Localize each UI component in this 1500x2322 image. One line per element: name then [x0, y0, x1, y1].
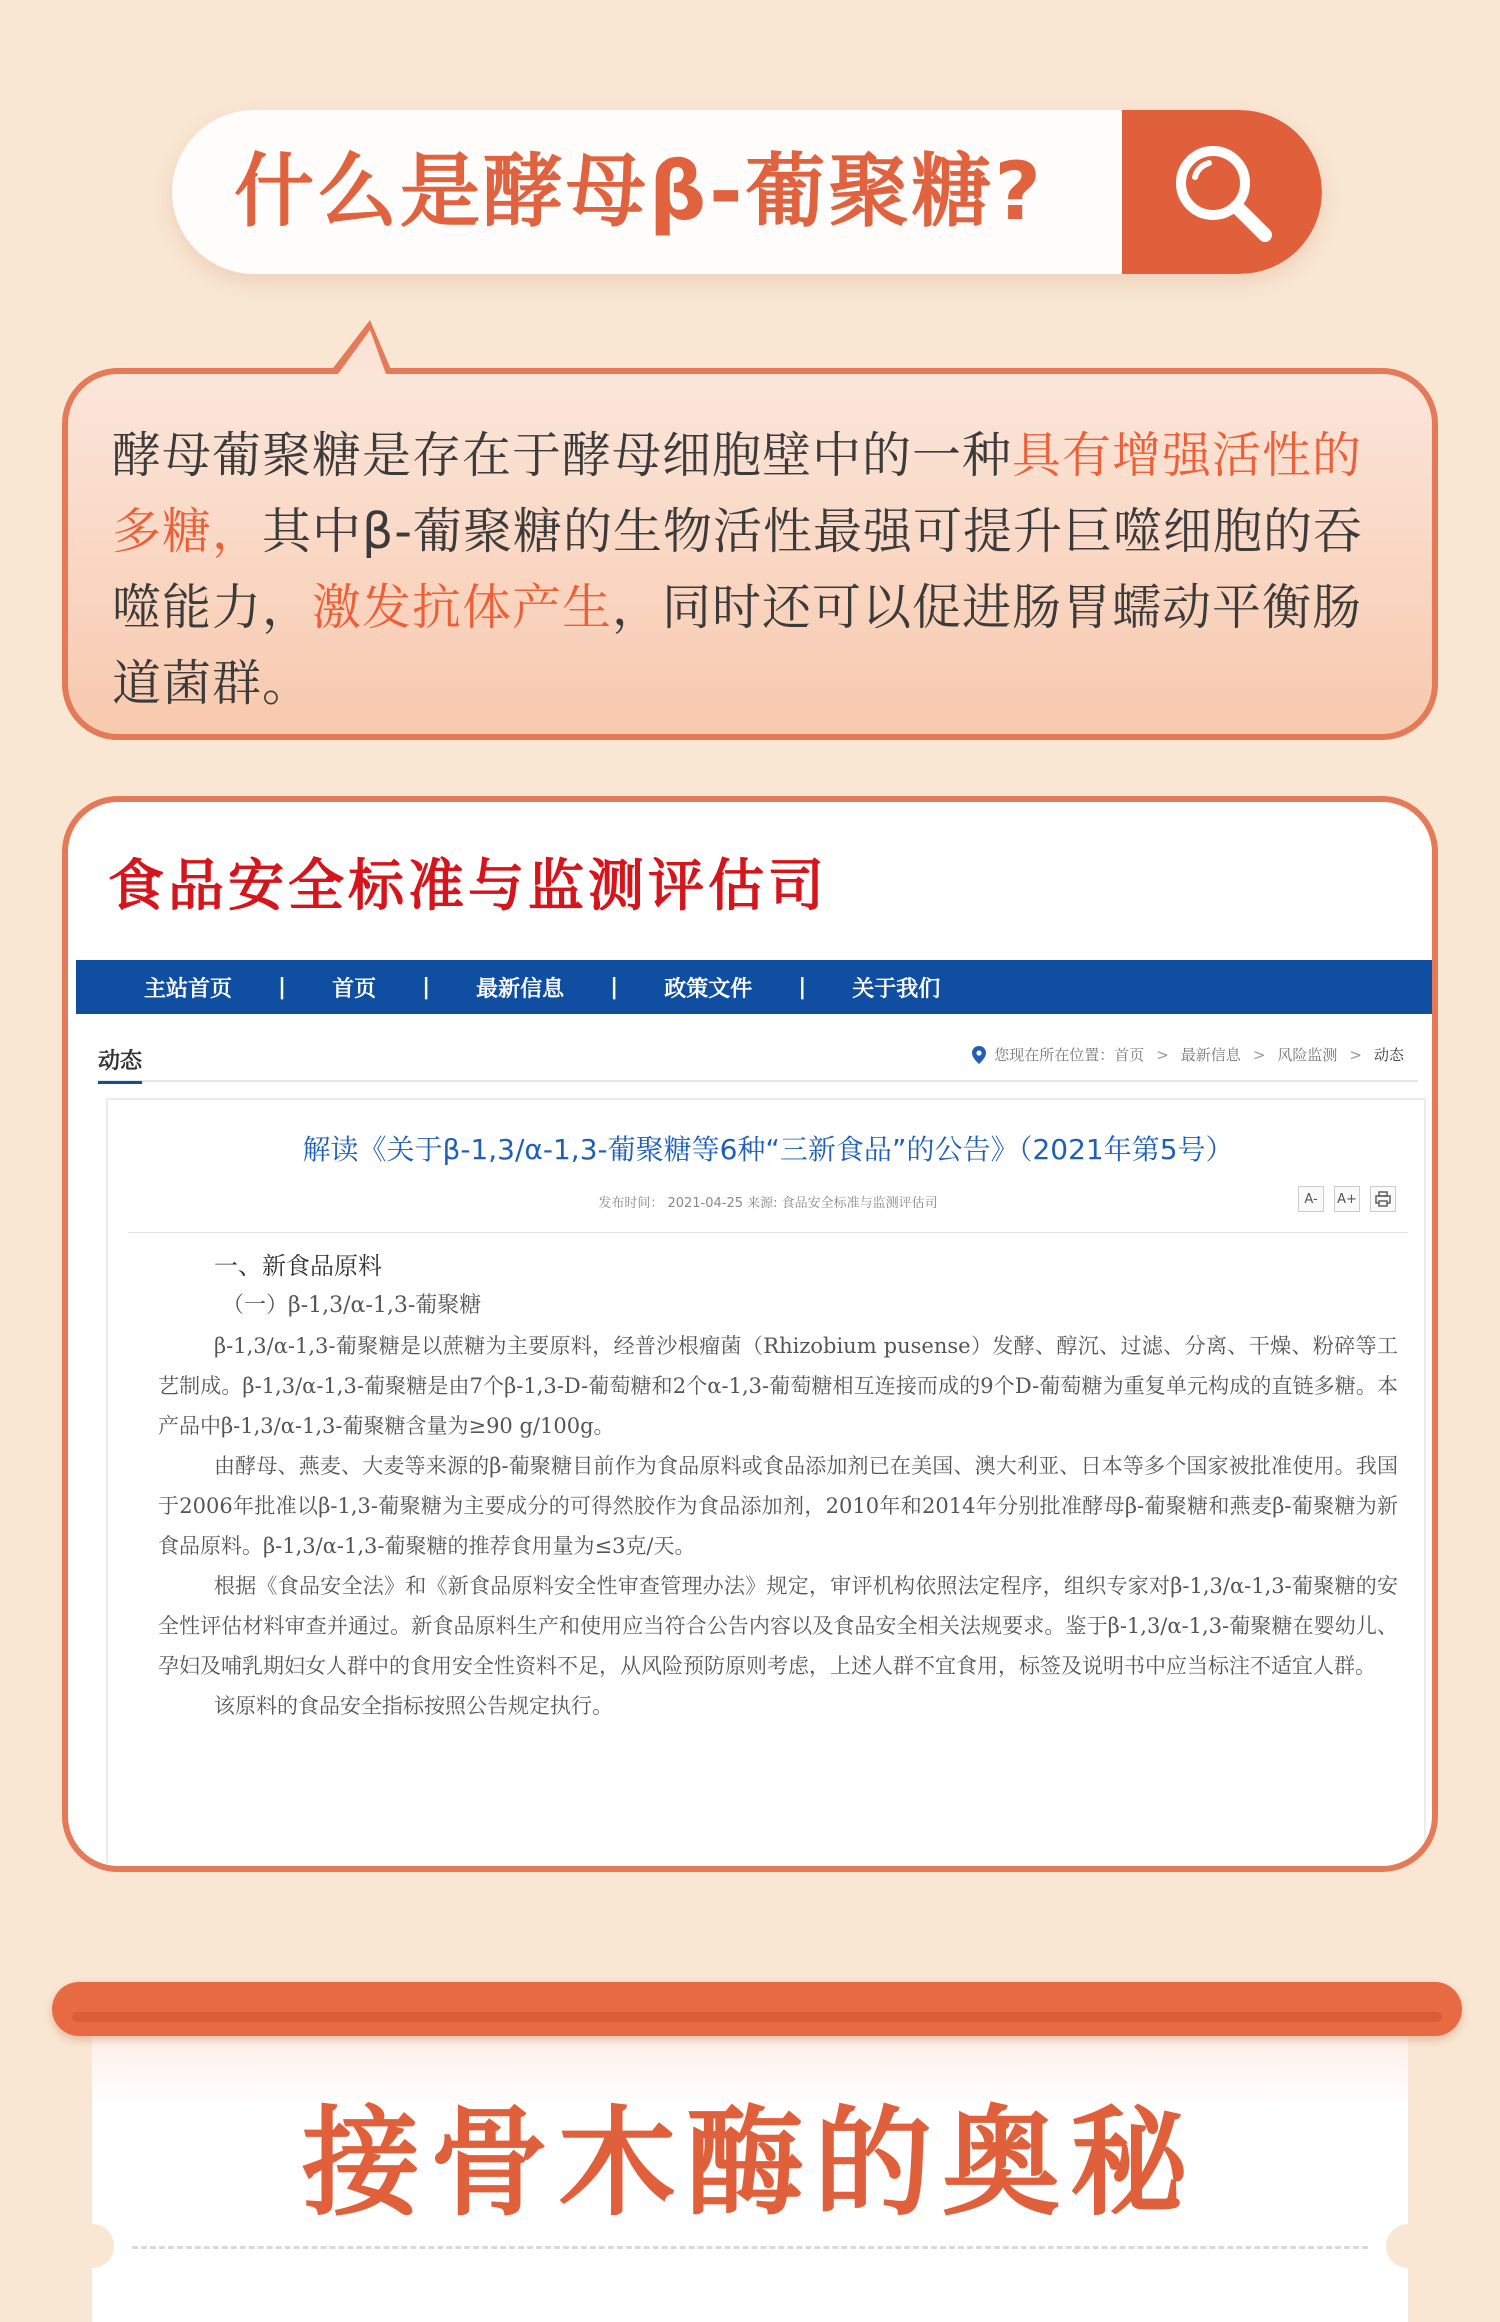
article-paragraph: 根据《食品安全法》和《新食品原料安全性审查管理办法》规定，审评机构依照法定程序，组织专家对β-1,3/α-1,3-葡聚糖的安全性评估材料审查并通过。新食品原料生产和使用应当符合公告内容以及食品安全相关法规要求。鉴于β-1,3/α-1,3-葡聚糖在婴幼儿、孕妇及哺乳期妇女人群中的食用安全性资料不足，从风险预防原则考虑，上述人群不宜食用，标签及说明书中应当标注不适宜人群。	[158, 1574, 1398, 1678]
article-subheading: （一）β-1,3/α-1,3-葡聚糖	[222, 1293, 482, 1318]
intro-text-part: 酵母葡聚糖是存在于酵母细胞壁中的一种	[112, 427, 1013, 484]
article-paragraph: β-1,3/α-1,3-葡聚糖是以蔗糖为主要原料，经普沙根瘤菌（Rhizobium pusense）发酵、醇沉、过滤、分离、干燥、粉碎等工艺制成。β-1,3/α-1,3-葡聚糖是由7个β-1,3-D-葡萄糖和2个α-1,3-葡萄糖相互连接而成的9个D-葡萄糖为重复单元构成的直链多糖。本产品中β-1,3/α-1,3-葡聚糖含量为≥90 g/100g。	[158, 1334, 1398, 1438]
print-icon	[1375, 1191, 1391, 1207]
intro-highlight: 激发抗体产生	[312, 579, 613, 636]
site-nav	[76, 960, 1436, 1014]
nav-separator: |	[422, 974, 431, 1000]
paper-notch-left	[70, 2224, 114, 2268]
intro-highlight: 具有增强活性的多糖，	[112, 427, 1363, 560]
nav-item-policy[interactable]: 政策文件	[664, 976, 753, 1002]
print-button[interactable]	[1370, 1186, 1396, 1212]
section-label: 动态	[98, 1044, 142, 1084]
breadcrumb-separator: >	[1252, 1045, 1266, 1064]
article-heading: 一、新食品原料	[214, 1252, 382, 1280]
nav-item-about[interactable]: 关于我们	[852, 976, 941, 1002]
ribbon-slot	[72, 2012, 1442, 2022]
nav-item-main-home[interactable]: 主站首页	[144, 976, 233, 1002]
intro-bubble	[62, 368, 1438, 740]
site-title: 食品安全标准与监测评估司	[108, 853, 828, 919]
website-screenshot-card	[62, 796, 1438, 1872]
font-smaller-button[interactable]: A-	[1298, 1186, 1324, 1212]
article-panel	[106, 1098, 1426, 1872]
nav-item-home[interactable]: 首页	[332, 976, 377, 1002]
dashed-divider	[132, 2246, 1368, 2249]
location-pin-icon	[972, 1046, 986, 1064]
breadcrumb	[972, 1044, 1404, 1065]
title-pill	[172, 110, 1322, 274]
intro-text-part: ，同时还可以促进肠胃蠕动平衡肠道菌群。	[112, 579, 1363, 712]
breadcrumb-item[interactable]: 最新信息	[1180, 1046, 1241, 1064]
paper-notch-right	[1386, 2224, 1430, 2268]
article-divider	[128, 1232, 1408, 1233]
article-meta: 发布时间： 2021-04-25 来源: 食品安全标准与监测评估司	[598, 1196, 938, 1211]
breadcrumb-bar	[98, 1032, 1418, 1082]
magnifier-icon	[1167, 137, 1277, 247]
article-paragraph: 由酵母、燕麦、大麦等来源的β-葡聚糖目前作为食品原料或食品添加剂已在美国、澳大利亚、日本等多个国家被批准使用。我国于2006年批准以β-1,3-葡聚糖为主要成分的可得然胶作为食品添加剂，2010年和2014年分别批准酵母β-葡聚糖和燕麦β-葡聚糖为新食品原料。β-1,3/α-1,3-葡聚糖的推荐食用量为≤3克/天。	[158, 1454, 1398, 1558]
article-paragraph: 该原料的食品安全指标按照公告规定执行。	[214, 1694, 613, 1718]
breadcrumb-separator: >	[1156, 1045, 1169, 1064]
search-button[interactable]	[1122, 110, 1322, 274]
intro-text-part: 其中β-葡聚糖的生物活性最强可提升巨噬细胞的吞噬能力，	[112, 503, 1363, 636]
banner-title: 接骨木酶的奥秘	[301, 2094, 1198, 2232]
nav-separator: |	[798, 974, 807, 1000]
font-larger-button[interactable]: A+	[1334, 1186, 1360, 1212]
intro-callout	[62, 368, 1438, 740]
callout-tail-inner	[338, 330, 386, 374]
breadcrumb-current: 动态	[1373, 1046, 1404, 1064]
breadcrumb-item[interactable]: 首页	[1114, 1046, 1145, 1064]
nav-separator: |	[610, 974, 619, 1000]
banner-paper	[92, 2008, 1408, 2322]
article-title: 解读《关于β-1,3/α-1,3-葡聚糖等6种“三新食品”的公告》（2021年第5号）	[302, 1133, 1234, 1166]
nav-item-latest[interactable]: 最新信息	[476, 976, 565, 1002]
banner-ribbon	[52, 1982, 1462, 2036]
intro-text	[112, 418, 1388, 722]
article-tools	[1298, 1186, 1396, 1212]
breadcrumb-item[interactable]: 风险监测	[1277, 1046, 1338, 1064]
nav-separator: |	[278, 974, 287, 1000]
article-body	[158, 1246, 1398, 1726]
breadcrumb-prefix: 您现在所在位置：	[994, 1046, 1115, 1064]
breadcrumb-separator: >	[1349, 1045, 1362, 1064]
page-title: 什么是酵母β-葡聚糖?	[234, 145, 1044, 238]
